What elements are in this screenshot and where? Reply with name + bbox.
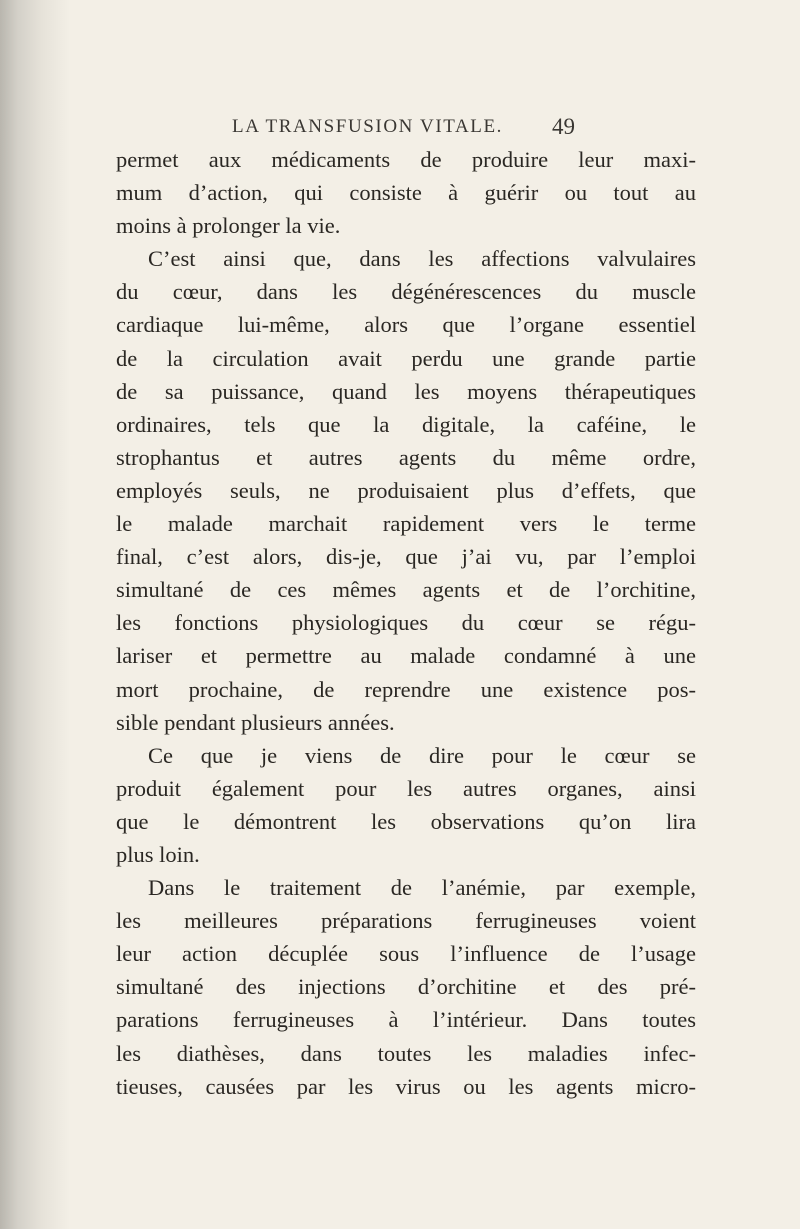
text-line: le malade marchait rapidement vers le terme bbox=[116, 511, 696, 537]
text-line: sible pendant plusieurs années. bbox=[116, 709, 395, 735]
text-line: plus loin. bbox=[116, 841, 200, 867]
text-line: parations ferrugineuses à l’intérieur. Dans toutes bbox=[116, 1007, 696, 1033]
text-line: Dans le traitement de l’anémie, par exemple, bbox=[148, 875, 696, 901]
text-line: produit également pour les autres organes, ainsi bbox=[116, 775, 696, 801]
text-line: C’est ainsi que, dans les affections valvulaires bbox=[148, 246, 696, 272]
text-line: moins à prolonger la vie. bbox=[116, 213, 341, 239]
body-text bbox=[116, 143, 696, 1103]
text-line: leur action décuplée sous l’influence de l’usage bbox=[116, 941, 696, 967]
text-line: employés seuls, ne produisaient plus d’effets, que bbox=[116, 477, 696, 503]
text-line: strophantus et autres agents du même ordre, bbox=[116, 444, 696, 470]
running-title: LA TRANSFUSION VITALE. bbox=[232, 116, 504, 137]
text-line: les diathèses, dans toutes les maladies infec- bbox=[116, 1040, 696, 1066]
text-line: lariser et permettre au malade condamné à une bbox=[116, 643, 696, 669]
text-line: permet aux médicaments de produire leur maxi- bbox=[116, 147, 696, 172]
text-line: de la circulation avait perdu une grande partie bbox=[116, 345, 696, 371]
text-line: que le démontrent les observations qu’on lira bbox=[116, 808, 696, 834]
text-line: de sa puissance, quand les moyens thérapeutiques bbox=[116, 378, 696, 404]
text-line: Ce que je viens de dire pour le cœur se bbox=[148, 742, 696, 768]
text-line: du cœur, dans les dégénérescences du muscle bbox=[116, 279, 696, 305]
text-line: simultané de ces mêmes agents et de l’orchitine, bbox=[116, 577, 696, 603]
text-line: mort prochaine, de reprendre une existence pos- bbox=[116, 676, 696, 702]
text-line: tieuses, causées par les virus ou les agents micro- bbox=[116, 1073, 696, 1099]
page-number: 49 bbox=[552, 114, 575, 139]
text-line: les fonctions physiologiques du cœur se régu- bbox=[116, 610, 696, 636]
text-line: simultané des injections d’orchitine et des pré- bbox=[116, 974, 696, 1000]
text-line: ordinaires, tels que la digitale, la caféine, le bbox=[116, 411, 696, 437]
text-line: les meilleures préparations ferrugineuses voient bbox=[116, 908, 696, 934]
text-line: final, c’est alors, dis-je, que j’ai vu, par l’emploi bbox=[116, 544, 696, 570]
text-line: cardiaque lui-même, alors que l’organe essentiel bbox=[116, 312, 696, 338]
text-line: mum d’action, qui consiste à guérir ou tout au bbox=[116, 180, 696, 206]
